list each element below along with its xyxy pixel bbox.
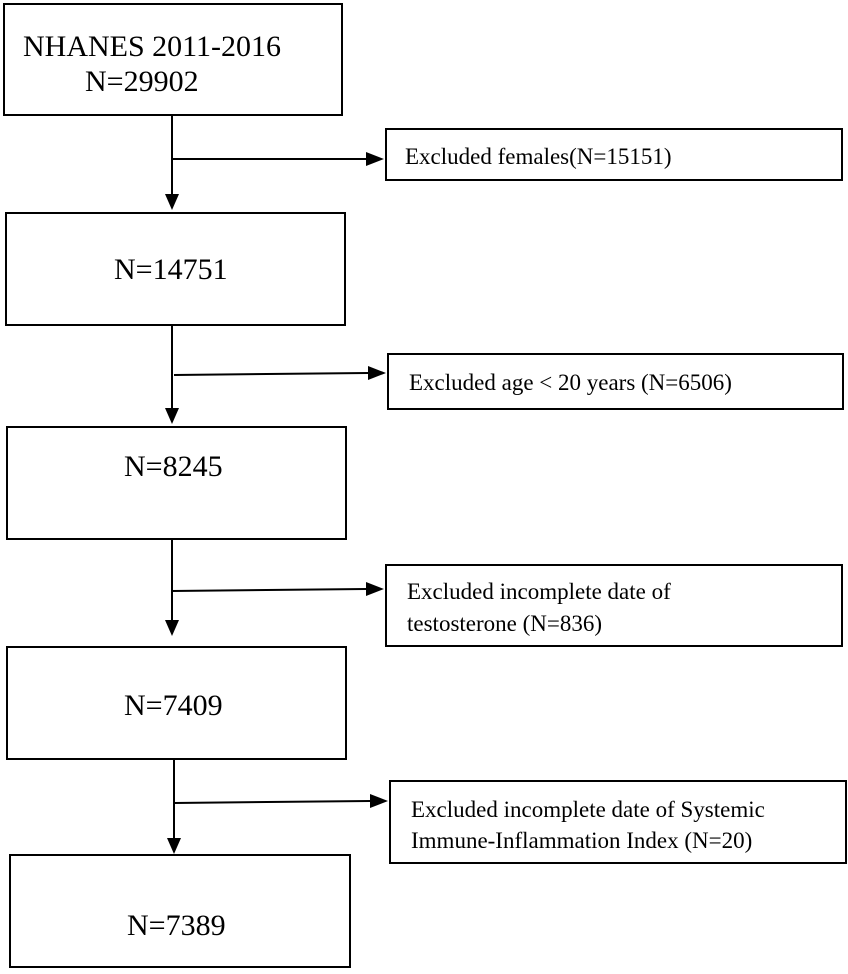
arrowhead-exclusion-4 xyxy=(370,794,388,808)
arrowhead-exclusion-1 xyxy=(366,152,384,166)
box-step3 xyxy=(6,646,347,760)
box-nhanes-start xyxy=(3,3,343,116)
exclusion-4-line2: Immune-Inflammation Index (N=20) xyxy=(411,828,753,853)
box-step2 xyxy=(6,426,347,540)
arrowhead-step2-to-step3 xyxy=(165,620,179,636)
step1-count: N=14751 xyxy=(114,253,228,286)
final-count: N=7389 xyxy=(127,909,226,942)
start-title: NHANES 2011-2016 xyxy=(23,30,282,63)
exclusion-3-line1: Excluded incomplete date of xyxy=(407,579,671,604)
exclusion-4-line1: Excluded incomplete date of Systemic xyxy=(411,797,765,822)
exclusion-1-text: Excluded females(N=15151) xyxy=(405,144,672,169)
step2-count: N=8245 xyxy=(124,450,223,483)
arrowhead-exclusion-3 xyxy=(366,582,384,596)
box-final xyxy=(9,854,351,968)
start-count: N=29902 xyxy=(85,65,199,98)
box-step1 xyxy=(5,212,346,326)
box-exclusion-4 xyxy=(389,780,847,864)
arrowhead-step3-to-final xyxy=(167,838,181,854)
exclusion-3-line2: testosterone (N=836) xyxy=(407,611,603,636)
arrowhead-exclusion-2 xyxy=(368,366,386,380)
box-exclusion-1 xyxy=(385,128,843,181)
box-exclusion-2 xyxy=(387,353,844,410)
step3-count: N=7409 xyxy=(124,689,223,722)
box-exclusion-3 xyxy=(385,564,843,647)
exclusion-2-text: Excluded age < 20 years (N=6506) xyxy=(409,370,732,395)
arrowhead-step1-to-step2 xyxy=(165,408,179,424)
arrow-exclusion-3 xyxy=(172,589,366,591)
arrowhead-start-to-step1 xyxy=(165,194,179,210)
arrow-exclusion-4 xyxy=(174,801,370,803)
arrow-exclusion-2 xyxy=(174,373,368,375)
